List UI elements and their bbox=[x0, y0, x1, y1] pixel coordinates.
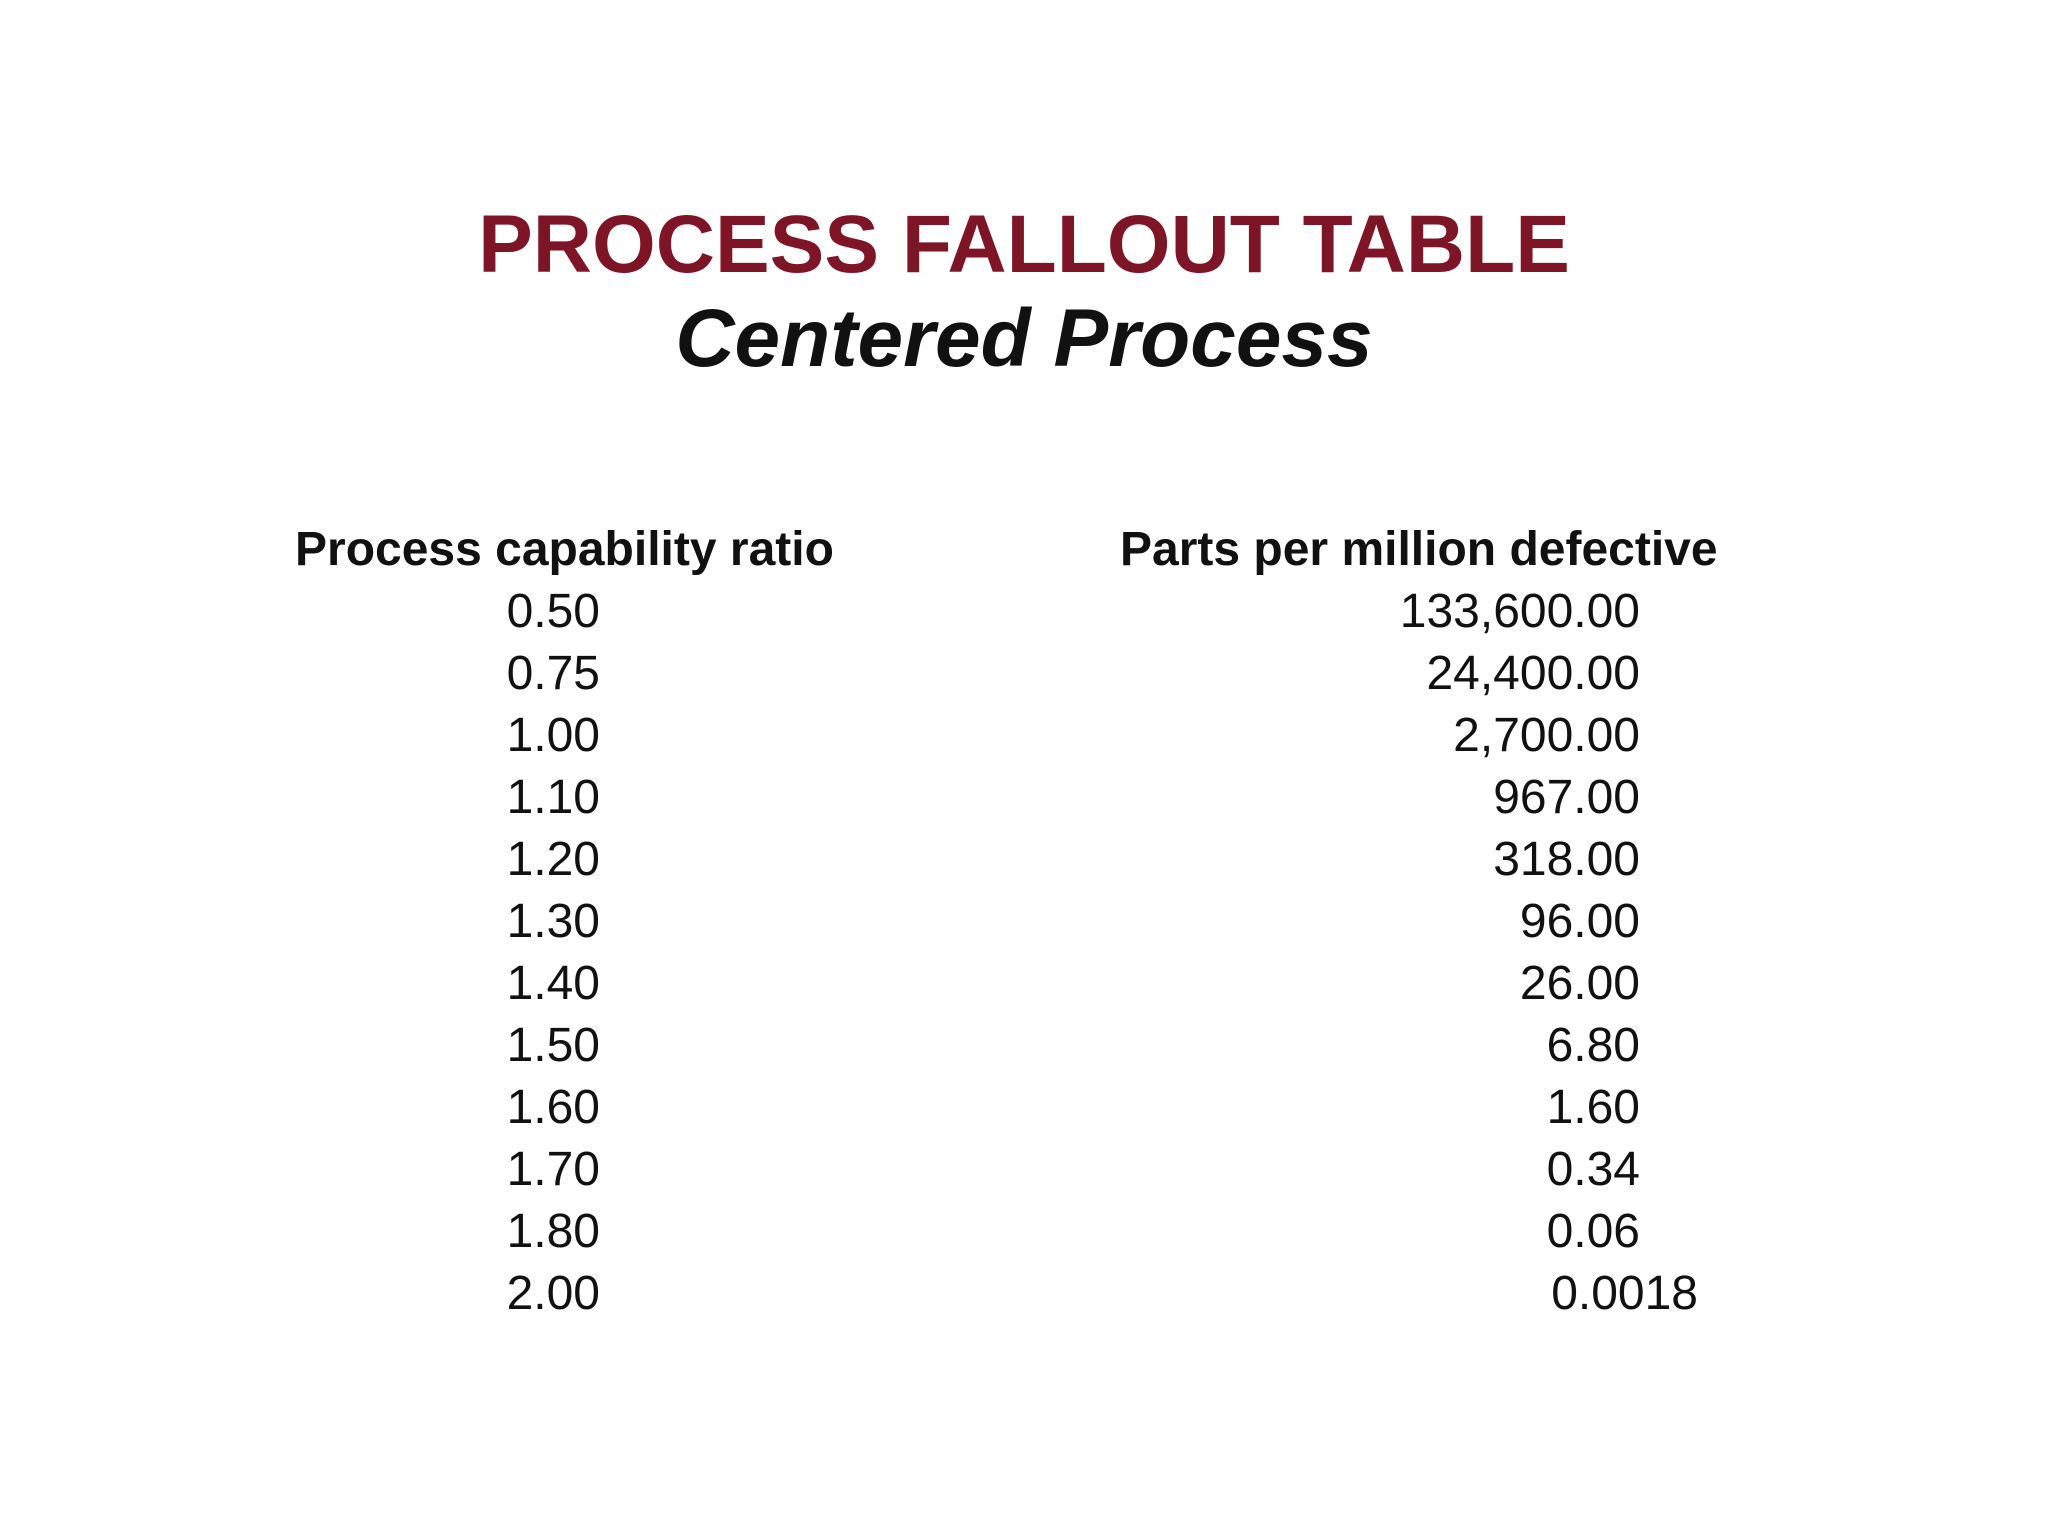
ppm-cell: 967.00 bbox=[1493, 771, 1640, 824]
ppm-cell: 133,600.00 bbox=[1399, 585, 1640, 638]
ppm-cell: 6.80 bbox=[1546, 1019, 1640, 1072]
ppm-row bbox=[1240, 1201, 1640, 1263]
ratio-cell: 1.50 bbox=[506, 1019, 600, 1072]
ppm-cell: 318.00 bbox=[1493, 833, 1640, 886]
slide-subtitle: Centered Process bbox=[675, 293, 1373, 384]
ppm-row bbox=[1240, 705, 1640, 767]
ratio-column bbox=[440, 581, 600, 1325]
ratio-cell: 1.00 bbox=[506, 709, 600, 762]
ratio-cell: 1.60 bbox=[506, 1081, 600, 1134]
ppm-cell: 0.0018 bbox=[1551, 1267, 1698, 1320]
ppm-cell: 2,700.00 bbox=[1453, 709, 1640, 762]
slide-title: PROCESS FALLOUT TABLE bbox=[478, 199, 1570, 290]
ppm-row bbox=[1240, 953, 1640, 1015]
ratio-cell: 1.20 bbox=[506, 833, 600, 886]
ratio-cell: 1.70 bbox=[506, 1143, 600, 1196]
ratio-cell: 1.40 bbox=[506, 957, 600, 1010]
ppm-cell: 0.06 bbox=[1546, 1205, 1640, 1258]
ppm-column bbox=[1240, 581, 1698, 1325]
ratio-cell: 0.50 bbox=[506, 585, 600, 638]
ppm-cell: 1.60 bbox=[1546, 1081, 1640, 1134]
ppm-row bbox=[1240, 1139, 1640, 1201]
ppm-cell: 96.00 bbox=[1519, 895, 1640, 948]
ppm-cell: 24,400.00 bbox=[1426, 647, 1640, 700]
ratio-cell: 1.80 bbox=[506, 1205, 600, 1258]
ratio-cell: 2.00 bbox=[506, 1267, 600, 1320]
ratio-cell: 1.30 bbox=[506, 895, 600, 948]
ppm-row bbox=[1240, 1077, 1640, 1139]
ppm-cell: 0.34 bbox=[1546, 1143, 1640, 1196]
ppm-row bbox=[1240, 767, 1640, 829]
ratio-cell: 1.10 bbox=[506, 771, 600, 824]
ppm-row bbox=[1240, 829, 1640, 891]
ppm-row bbox=[1240, 891, 1640, 953]
ppm-row bbox=[1240, 1015, 1640, 1077]
ppm-row bbox=[1240, 643, 1640, 705]
ppm-column-header: Parts per million defective bbox=[1120, 523, 1718, 576]
ratio-column-header: Process capability ratio bbox=[295, 523, 834, 576]
ratio-cell: 0.75 bbox=[506, 647, 600, 700]
ppm-cell: 26.00 bbox=[1519, 957, 1640, 1010]
ppm-row bbox=[1240, 1263, 1698, 1325]
ppm-row bbox=[1240, 581, 1640, 643]
